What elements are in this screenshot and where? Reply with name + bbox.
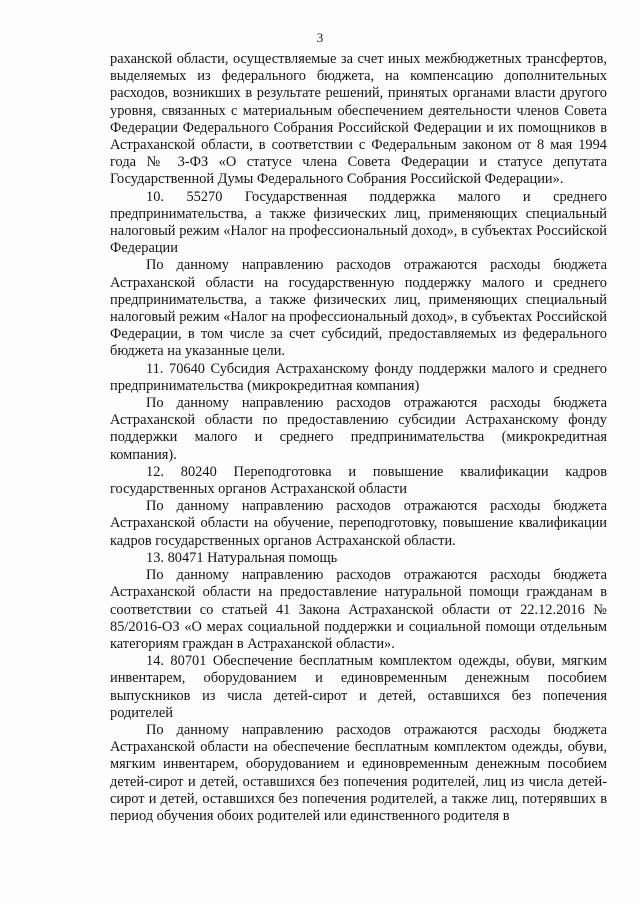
section-heading-11: 11. 70640 Субсидия Астраханскому фонду поддержки малого и среднего предпринимательства (микрокредитная компания) (110, 360, 607, 394)
section-heading-12: 12. 80240 Переподготовка и повышение квалификации кадров государственных органов Астраханской области (110, 463, 607, 498)
section-heading-13: 13. 80471 Натуральная помощь (146, 549, 338, 566)
document-body (110, 51, 607, 825)
paragraph-continuation: раханской области, осуществляемые за счет иных межбюджетных трансфертов, выделяемых из федерального бюджета, на компенсацию дополнительных расходов, возникших в результате решений, принятых органами власти другого уровня, связанных с материальным обеспечением деятельности членов Совета Федерации Федерального Собрания Российской Федерации и их помощников в Астраханской области, в соответствии с Федеральным законом от 8 мая 1994 года № 3-ФЗ «О статусе члена Совета Федерации и статусе депутата Государственной Думы Федерального Собрания Российской Федерации». (110, 51, 607, 188)
section-heading-14: 14. 80701 Обеспечение бесплатным комплектом одежды, обуви, мягким инвентарем, оборудованием и единовременным денежным пособием выпускников из числа детей-сирот и детей, оставшихся без попечения родителей (110, 653, 607, 721)
paragraph: По данному направлению расходов отражаются расходы бюджета Астраханской области на государственную поддержку малого и среднего предпринимательства, а также физических лиц, применяющих специальный налоговый режим «Налог на профессиональный доход», в субъектах Российской Федерации, в том числе за счет субсидий, предоставляемых из федерального бюджета на указанные цели. (110, 257, 607, 360)
paragraph: По данному направлению расходов отражаются расходы бюджета Астраханской области на предоставление натуральной помощи гражданам в соответствии со статьей 41 Закона Астраханской области от 22.12.2016 № 85/2016-ОЗ «О мерах социальной поддержки и социальной помощи отдельным категориям граждан в Астраханской области». (110, 567, 607, 652)
section-heading-10: 10. 55270 Государственная поддержка малого и среднего предпринимательства, а также физических лиц, применяющих специальный налоговый режим «Налог на профессиональный доход», в субъектах Российской Федерации (110, 188, 607, 257)
page-number: 3 (316, 30, 324, 45)
paragraph: По данному направлению расходов отражаются расходы бюджета Астраханской области по предоставлению субсидии Астраханскому фонду поддержки малого и среднего предпринимательства (микрокредитная компания). (110, 395, 607, 463)
paragraph: По данному направлению расходов отражаются расходы бюджета Астраханской области на обеспечение бесплатным комплектом одежды, обуви, мягким инвентарем, оборудованием и единовременным денежным пособием детей-сирот и детей, оставшихся без попечения родителей, лиц из числа детей-сирот и детей, оставшихся без попечения родителей, а также лиц, потерявших в период обучения обоих родителей или единственного родителя в (110, 721, 607, 824)
paragraph: По данному направлению расходов отражаются расходы бюджета Астраханской области на обучение, переподготовку, повышение квалификации кадров государственных органов Астраханской области. (110, 498, 607, 549)
